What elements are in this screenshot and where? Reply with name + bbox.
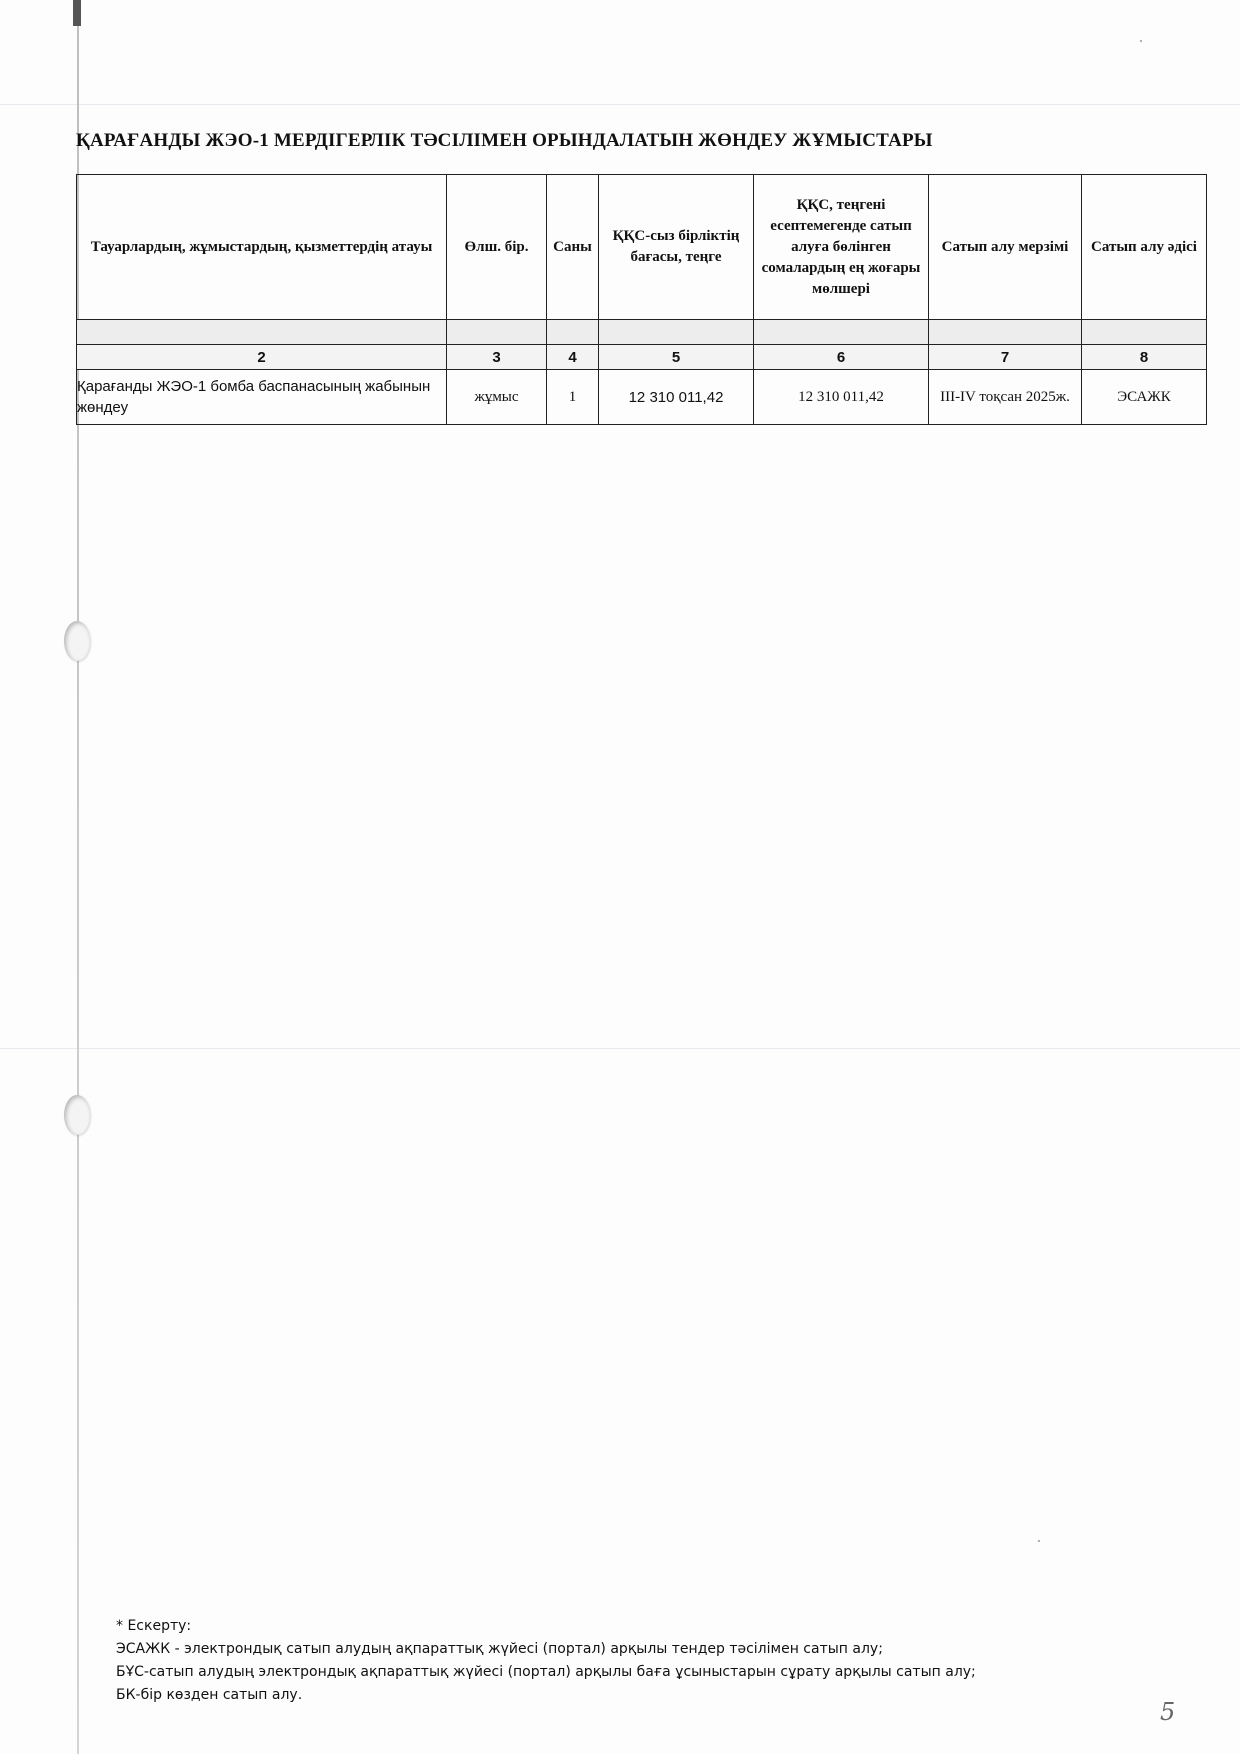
column-number: 4: [547, 345, 599, 370]
footnote-line: БК-бір көзден сатып алу.: [116, 1687, 303, 1703]
scan-speck: [1140, 40, 1142, 42]
header-name: Тауарлардың, жұмыстардың, қызметтердің атауы: [77, 175, 447, 320]
header-unit: Өлш. бір.: [447, 175, 547, 320]
column-number: 7: [929, 345, 1082, 370]
header-unit-price: ҚҚС-сыз бірліктің бағасы, теңге: [599, 175, 754, 320]
footnote: [116, 1615, 976, 1707]
column-number-row: [77, 345, 1207, 370]
column-number: 5: [599, 345, 754, 370]
cell-method: ЭСАЖК: [1082, 370, 1207, 425]
column-number: 3: [447, 345, 547, 370]
repair-works-table: [76, 174, 1207, 425]
binding-edge-mark: [73, 0, 81, 26]
cell-max-amount: 12 310 011,42: [754, 370, 929, 425]
cell-unit: жұмыс: [447, 370, 547, 425]
table-row: [77, 370, 1207, 425]
footnote-heading: * Ескерту:: [116, 1618, 192, 1634]
punch-hole: [64, 621, 90, 661]
header-quantity: Саны: [547, 175, 599, 320]
cell-period: III-IV тоқсан 2025ж.: [929, 370, 1082, 425]
column-number: 6: [754, 345, 929, 370]
header-max-amount: ҚҚС, теңгені есептемегенде сатып алуға бөлінген сомалардың ең жоғары мөлшері: [754, 175, 929, 320]
column-number: 2: [77, 345, 447, 370]
page-title: ҚАРАҒАНДЫ ЖЭО-1 МЕРДІГЕРЛІК ТӘСІЛІМЕН ОРЫНДАЛАТЫН ЖӨНДЕУ ЖҰМЫСТАРЫ: [76, 130, 933, 151]
cell-unit-price: 12 310 011,42: [599, 370, 754, 425]
ruled-line: [0, 1048, 1240, 1049]
header-method: Сатып алу әдісі: [1082, 175, 1207, 320]
footnote-line: ЭСАЖК - электрондық сатып алудың ақпараттық жүйесі (портал) арқылы тендер тәсілімен сатып алу;: [116, 1641, 883, 1657]
table-spacer-row: [77, 320, 1207, 345]
header-period: Сатып алу мерзімі: [929, 175, 1082, 320]
footnote-line: БҰС-сатып алудың электрондық ақпараттық жүйесі (портал) арқылы баға ұсыныстарын сұрату арқылы сатып алу;: [116, 1664, 976, 1680]
punch-hole: [64, 1095, 90, 1135]
scan-speck: [1038, 1540, 1040, 1542]
column-number: 8: [1082, 345, 1207, 370]
cell-quantity: 1: [547, 370, 599, 425]
table-header-row: [77, 175, 1207, 320]
ruled-line: [0, 104, 1240, 105]
page-number: 5: [1160, 1698, 1176, 1726]
cell-name: Қарағанды ЖЭО-1 бомба баспанасының жабынын жөндеу: [77, 370, 447, 425]
